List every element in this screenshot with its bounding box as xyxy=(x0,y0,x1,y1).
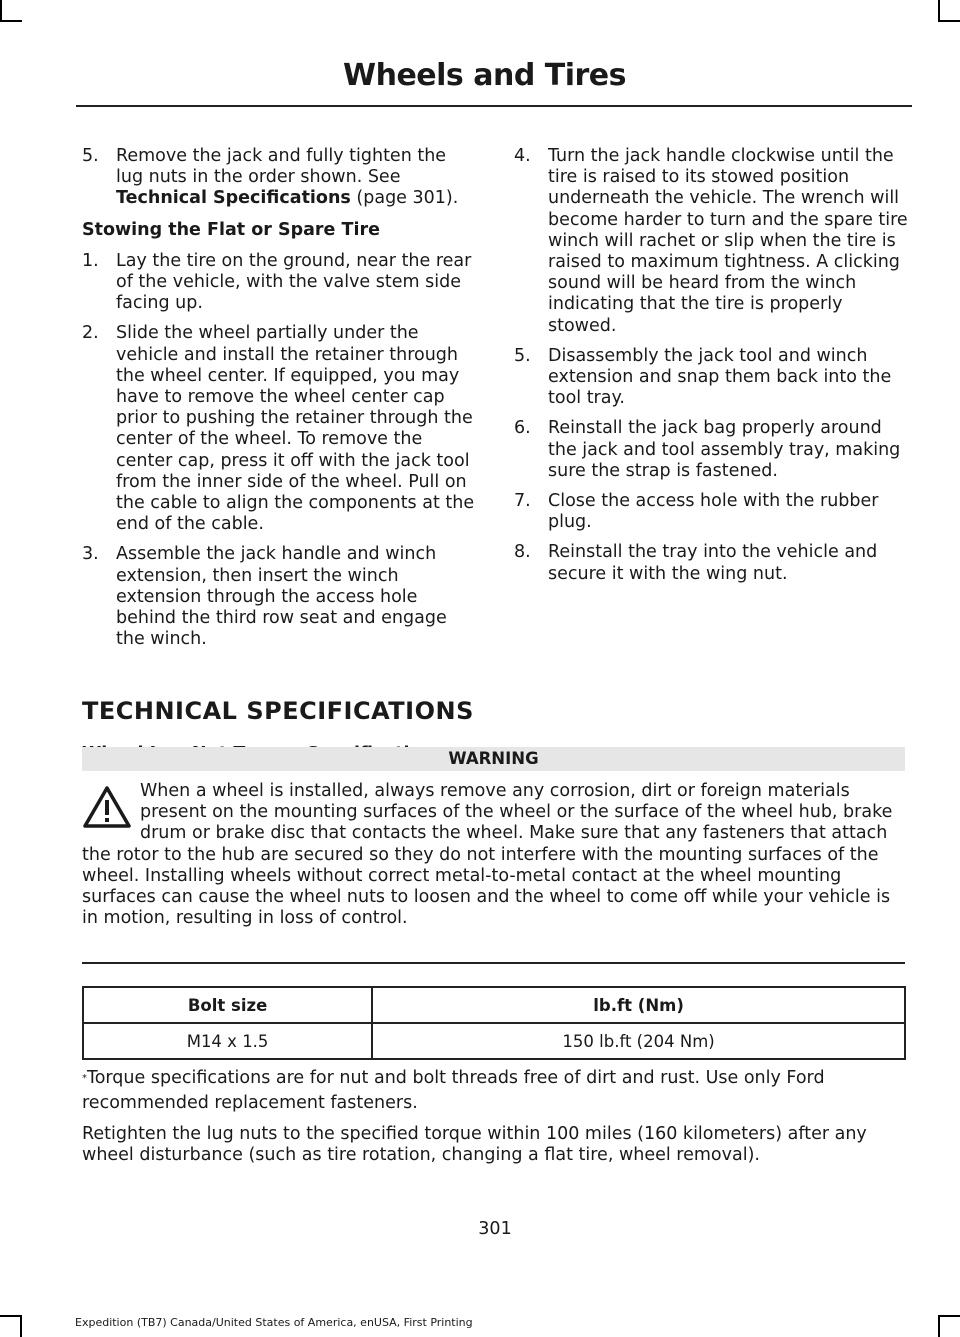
step-text: Disassembly the jack tool and winch extension and snap them back into the tool tray. xyxy=(548,345,892,409)
crop-mark xyxy=(938,20,960,22)
footnote xyxy=(82,1066,908,1116)
warning-label: WARNING xyxy=(82,747,905,771)
step-number: 8. xyxy=(514,542,531,563)
table-cell-torque: 150 lb.ft (204 Nm) xyxy=(372,1023,905,1059)
left-column xyxy=(82,146,477,659)
step-number: 5. xyxy=(82,146,99,166)
step-text: Turn the jack handle clockwise until the tire is raised to its stowed position underneath the vehicle. The wrench will become harder to turn and the spare tire winch will rachet or slip when the tire is raised to maximum tightness. A clicking sound will be heard from the winch indicating that the tire is properly stowed. xyxy=(548,146,908,336)
step-text: Reinstall the jack bag properly around the jack and tool assembly tray, making sure the strap is fastened. xyxy=(548,418,901,481)
torque-spec-table xyxy=(82,986,906,1060)
step-number: 6. xyxy=(514,418,531,439)
step-text: Remove the jack and fully tighten the lug nuts in the order shown. See xyxy=(116,146,447,188)
subheading-stowing: Stowing the Flat or Spare Tire xyxy=(82,219,380,240)
warning-text: When a wheel is installed, always remove any corrosion, dirt or foreign materials present on the mounting surfaces of the wheel or the surface of the wheel hub, brake drum or brake disc that contacts the wheel. Make sure that any fasteners that attach the rotor to the hub are secured so they do not interfere with the mounting surfaces of the wheel. Installing wheels without correct metal-to-metal contact at the wheel mounting surfaces can cause the wheel nuts to loosen and the wheel to come off while your vehicle is in motion, resulting in loss of control. xyxy=(82,781,893,929)
step-item xyxy=(82,323,477,535)
crop-mark xyxy=(20,1315,22,1337)
crop-mark xyxy=(0,0,2,22)
header-divider xyxy=(76,105,912,107)
step-item xyxy=(82,146,477,210)
warning-triangle-icon xyxy=(82,785,132,829)
step-text-after: (page 301). xyxy=(350,188,459,209)
page-header-title: Wheels and Tires xyxy=(343,58,626,93)
step-text: Assemble the jack handle and winch extension, then insert the winch extension through the access hole behind the third row seat and engage the winch. xyxy=(116,544,447,650)
footer-edition: Expedition (TB7) Canada/United States of America, enUSA, First Printing xyxy=(75,1316,473,1329)
step-item xyxy=(82,251,477,315)
step-item xyxy=(514,542,910,584)
step-text: Lay the tire on the ground, near the rear of the vehicle, with the valve stem side facing up. xyxy=(116,250,472,314)
warning-body xyxy=(82,781,908,929)
step-item xyxy=(514,146,910,337)
crop-mark xyxy=(0,20,22,22)
step-item xyxy=(514,346,910,410)
technical-specifications-link[interactable]: Technical Specifications xyxy=(116,188,351,209)
table-header-row xyxy=(83,987,905,1023)
footnote-text: Torque specifications are for nut and bolt threads free of dirt and rust. Use only Ford recommended replacement fasteners. xyxy=(82,1068,825,1113)
step-item xyxy=(82,544,477,650)
step-number: 5. xyxy=(514,345,531,366)
crop-mark xyxy=(938,1315,940,1337)
step-number: 4. xyxy=(514,146,531,166)
table-header-bolt-size: Bolt size xyxy=(83,987,372,1023)
crop-mark xyxy=(938,1315,960,1317)
retighten-note: Retighten the lug nuts to the specified torque within 100 miles (160 kilometers) after any wheel disturbance (such as tire rotation, changing a flat tire, wheel removal). xyxy=(82,1124,867,1166)
step-number: 7. xyxy=(514,491,531,512)
step-text: Reinstall the tray into the vehicle and secure it with the wing nut. xyxy=(548,542,878,584)
step-number: 2. xyxy=(82,323,99,344)
step-number: 3. xyxy=(82,544,99,565)
crop-mark xyxy=(0,1315,22,1317)
footnote-marker: * xyxy=(82,1073,87,1084)
section-heading: TECHNICAL SPECIFICATIONS xyxy=(82,697,474,725)
step-text: Close the access hole with the rubber plug. xyxy=(548,491,879,533)
step-number: 1. xyxy=(82,250,99,271)
step-item xyxy=(514,418,910,482)
step-item xyxy=(514,491,910,533)
warning-divider xyxy=(82,962,905,964)
table-row xyxy=(83,1023,905,1059)
step-text: Slide the wheel partially under the vehicle and install the retainer through the wheel center. If equipped, you may have to remove the wheel center cap prior to pushing the retainer through the center of the wheel. To remove the center cap, press it off with the jack tool from the inner side of the wheel. Pull on the cable to align the components at the end of the cable. xyxy=(116,323,475,535)
crop-mark xyxy=(938,0,940,22)
page-number: 301 xyxy=(478,1219,512,1239)
right-column xyxy=(514,146,910,594)
table-cell-bolt-size: M14 x 1.5 xyxy=(83,1023,372,1059)
table-header-torque: lb.ft (Nm) xyxy=(372,987,905,1023)
